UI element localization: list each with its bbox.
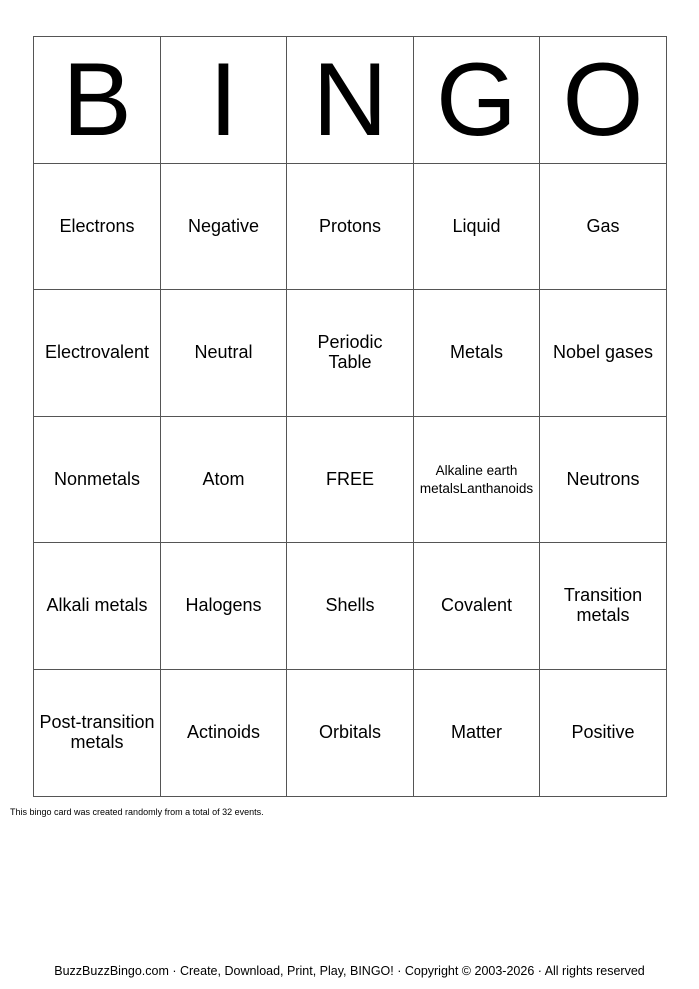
bingo-cell: Matter [414, 670, 540, 797]
bingo-cell: Liquid [414, 164, 540, 290]
bingo-cell: Nobel gases [540, 290, 667, 417]
bingo-cell: Periodic Table [287, 290, 414, 417]
card-row [34, 670, 667, 797]
header-letter-o: O [540, 37, 667, 164]
free-space-cell: FREE [287, 417, 414, 543]
bingo-cell: Halogens [161, 543, 287, 670]
bingo-cell: Metals [414, 290, 540, 417]
bingo-cell: Positive [540, 670, 667, 797]
bingo-cell: Atom [161, 417, 287, 543]
bingo-cell: Alkali metals [34, 543, 161, 670]
header-letter-b: B [34, 37, 161, 164]
header-letter-n: N [287, 37, 414, 164]
bingo-cell: Post-transition metals [34, 670, 161, 797]
bingo-cell: Gas [540, 164, 667, 290]
bingo-cell: Negative [161, 164, 287, 290]
header-letter-g: G [414, 37, 540, 164]
bingo-cell: Nonmetals [34, 417, 161, 543]
card-row [34, 543, 667, 670]
bingo-cell: Protons [287, 164, 414, 290]
bingo-cell: Transition metals [540, 543, 667, 670]
bingo-cell: Electrons [34, 164, 161, 290]
header-letter-i: I [161, 37, 287, 164]
card-row [34, 417, 667, 543]
bingo-cell: Actinoids [161, 670, 287, 797]
bingo-card [33, 36, 667, 797]
bingo-cell: Neutral [161, 290, 287, 417]
card-row [34, 290, 667, 417]
card-footnote: This bingo card was created randomly from a total of 32 events. [10, 807, 264, 817]
card-row [34, 164, 667, 290]
page-footer: BuzzBuzzBingo.com · Create, Download, Print, Play, BINGO! · Copyright © 2003-2026 · All rights reserved [54, 964, 645, 978]
bingo-cell: Shells [287, 543, 414, 670]
bingo-cell: Neutrons [540, 417, 667, 543]
bingo-cell: Alkaline earth metalsLanthanoids [414, 417, 540, 543]
header-row [34, 37, 667, 164]
bingo-cell: Electrovalent [34, 290, 161, 417]
bingo-cell: Orbitals [287, 670, 414, 797]
bingo-cell: Covalent [414, 543, 540, 670]
